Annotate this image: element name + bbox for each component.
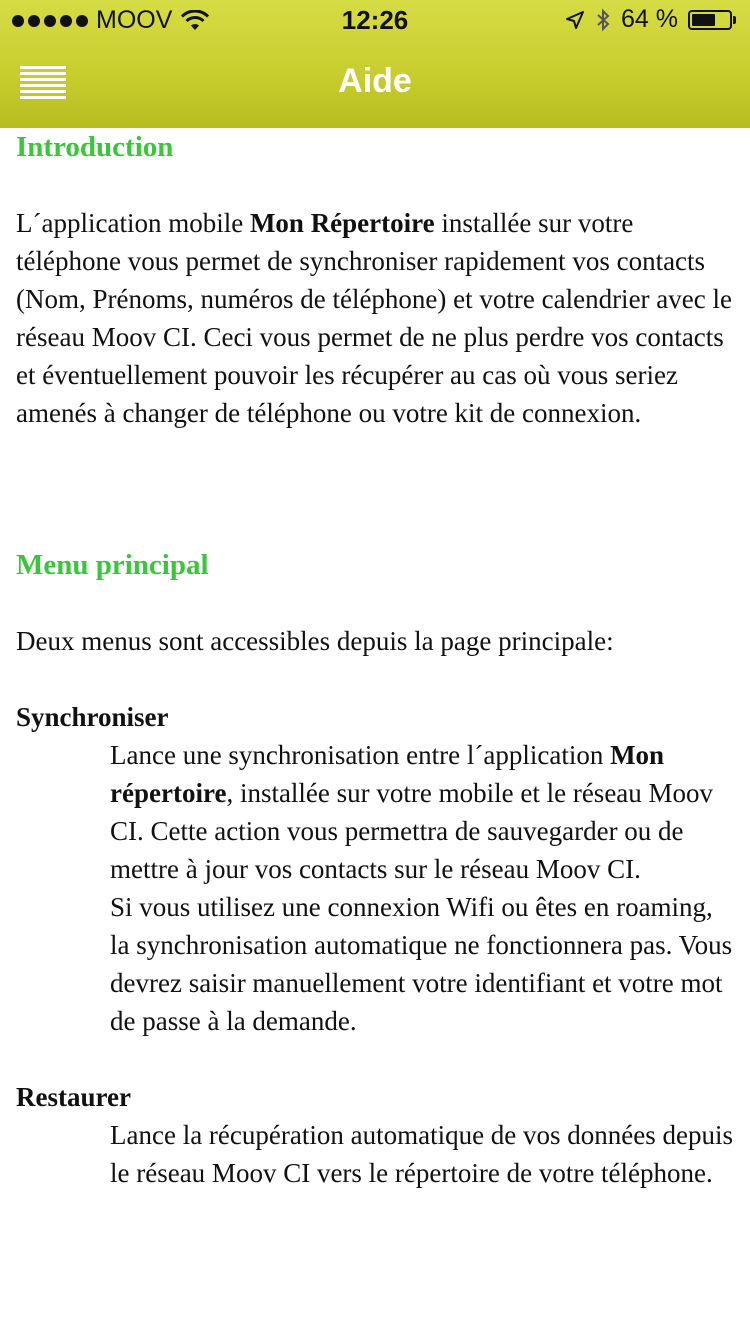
status-time: 12:26 xyxy=(341,5,409,35)
battery-icon xyxy=(688,10,736,30)
restore-description: Lance la récupération automatique de vos données depuis le réseau Moov CI vers le répertoire de votre téléphone. xyxy=(110,1120,734,1188)
intro-heading: Introduction xyxy=(16,131,174,163)
bluetooth-icon xyxy=(595,8,611,32)
restore-term: Restaurer xyxy=(16,1082,131,1112)
sync-term: Synchroniser xyxy=(16,702,169,732)
carrier-name: MOOV xyxy=(96,6,173,34)
navigation-bar xyxy=(0,40,750,128)
status-bar xyxy=(0,0,750,40)
page-title: Aide xyxy=(338,62,412,100)
top-bar xyxy=(0,0,750,128)
status-right xyxy=(565,5,736,34)
sync-description: Lance une synchronisation entre l´application Mon répertoire, installée sur votre mobile et le réseau Moov CI. Cette action vous permettra de sauvegarder ou de mettre à jour vos contacts sur le réseau Moov CI. xyxy=(110,740,714,884)
location-arrow-icon xyxy=(565,10,585,30)
intro-paragraph: L´application mobile Mon Répertoire installée sur votre téléphone vous permet de synchroniser rapidement vos contacts (Nom, Prénoms, numéros de téléphone) et votre calendrier avec le réseau Moov CI. Ceci vous permet de ne plus perdre vos contacts et éventuellement pouvoir les récupérer au cas où vous seriez amenés à changer de téléphone ou votre kit de connexion. xyxy=(16,208,732,428)
menu-heading: Menu principal xyxy=(16,549,209,581)
help-content[interactable] xyxy=(16,128,734,1192)
sync-note: Si vous utilisez une connexion Wifi ou êtes en roaming, la synchronisation automatique ne fonctionnera pas. Vous devrez saisir manuellement votre identifiant et votre mot de passe à la demande. xyxy=(110,892,733,1036)
menu-intro: Deux menus sont accessibles depuis la page principale: xyxy=(16,626,614,656)
battery-percent: 64 % xyxy=(621,5,678,33)
